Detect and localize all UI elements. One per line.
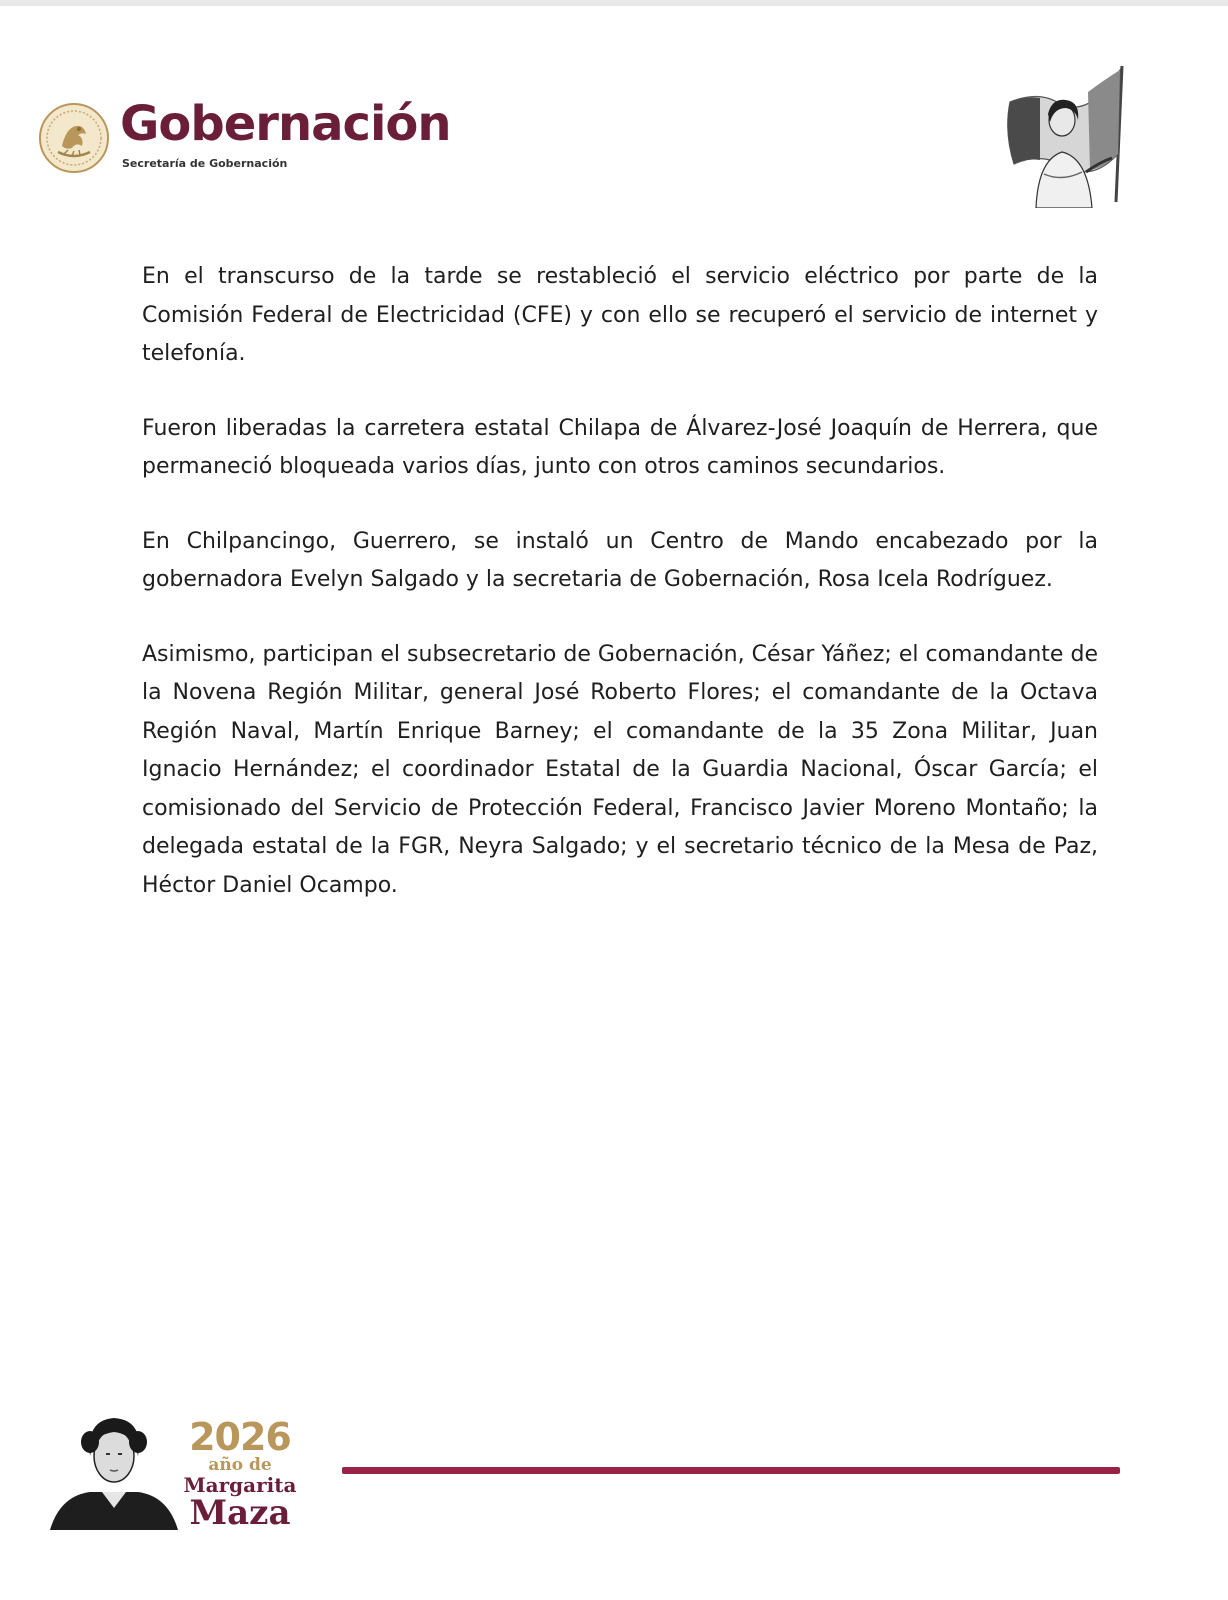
document-body — [142, 258, 1098, 941]
footer — [0, 1400, 1228, 1600]
margarita-maza-portrait-illustration — [50, 1412, 178, 1530]
brand-subtitle: Secretaría de Gobernación — [122, 157, 288, 170]
year-emblem — [180, 1415, 300, 1533]
footer-divider — [342, 1467, 1120, 1474]
year-motto-line2: Margarita — [183, 1473, 297, 1497]
paragraph-1: En el transcurso de la tarde se restableció el servicio eléctrico por parte de la Comisión Federal de Electricidad (CFE) y con ello se recuperó el servicio de internet y telefonía. — [142, 264, 1098, 366]
year-motto-line1: año de — [208, 1455, 272, 1475]
paragraph-3: En Chilpancingo, Guerrero, se instaló un Centro de Mando encabezado por la gobernadora Evelyn Salgado y la secretaria de Gobernación, Rosa Icela Rodríguez. — [142, 528, 1098, 592]
woman-with-flag-illustration — [1000, 62, 1136, 208]
paragraph-4: Asimismo, participan el subsecretario de Gobernación, César Yáñez; el comandante de la Novena Región Militar, general José Roberto Flores; el comandante de la Octava Región Naval, Martín Enrique Barney; el comandante de la 35 Zona Militar, Juan Ignacio Hernández; el coordinador Estatal de la Guardia Nacional, Óscar García; el comisionado del Servicio de Protección Federal, Francisco Javier Moreno Montaño; la delegada estatal de la FGR, Neyra Salgado; y el secretario técnico de la Mesa de Paz, Héctor Daniel Ocampo. — [142, 641, 1098, 898]
gobernacion-logo — [38, 98, 458, 178]
letterhead — [0, 0, 1228, 220]
year-motto-line3: Maza — [189, 1493, 291, 1533]
coat-of-arms-icon — [38, 102, 110, 174]
brand-title: Gobernación — [120, 96, 451, 152]
paragraph-2: Fueron liberadas la carretera estatal Chilapa de Álvarez-José Joaquín de Herrera, que permaneció bloqueada varios días, junto con otros caminos secundarios. — [142, 415, 1098, 479]
year: 2026 — [189, 1415, 291, 1459]
